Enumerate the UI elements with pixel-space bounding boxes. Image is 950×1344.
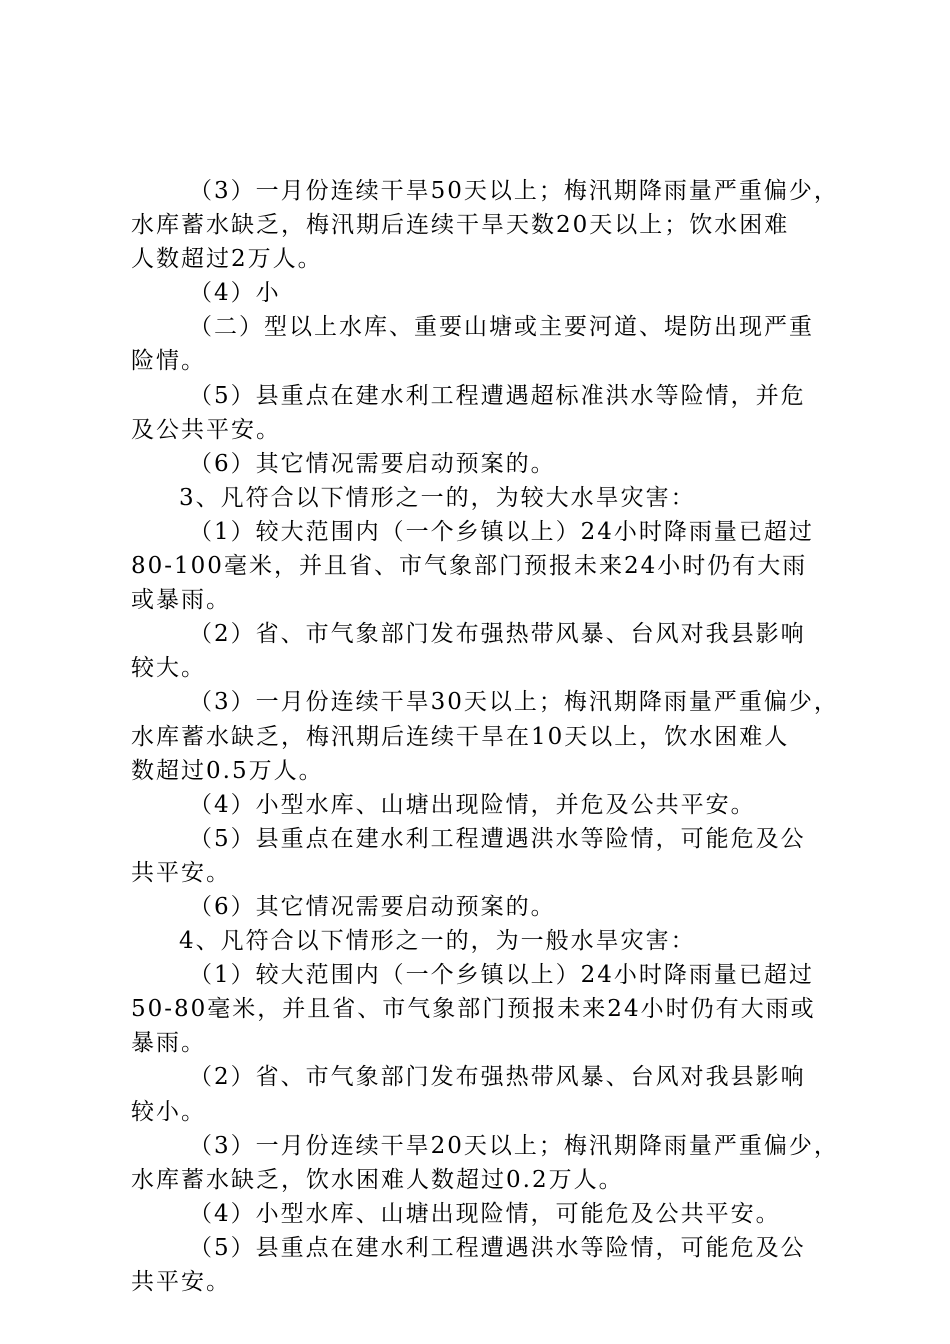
text-line: 暴雨。 <box>131 1030 206 1057</box>
text-line: 共平安。 <box>131 1269 231 1295</box>
section-heading-line: 4、凡符合以下情形之一的，为一般水旱灾害： <box>179 928 696 955</box>
text-line: 较大。 <box>131 655 206 682</box>
text-line: 80-100毫米，并且省、市气象部门预报未来24小时仍有大雨 <box>131 553 808 580</box>
text-line: （6）其它情况需要启动预案的。 <box>189 450 556 477</box>
text-line: 或暴雨。 <box>131 587 231 614</box>
text-line: （1）较大范围内（一个乡镇以上）24小时降雨量已超过 <box>189 962 814 989</box>
text-line: 水库蓄水缺乏，梅汛期后连续干旱天数20天以上；饮水困难 <box>131 212 790 239</box>
text-line: （4）小型水库、山塘出现险情，并危及公共平安。 <box>189 791 756 818</box>
text-line: 及公共平安。 <box>131 416 281 443</box>
text-line: （2）省、市气象部门发布强热带风暴、台风对我县影响 <box>189 1064 806 1091</box>
text-line: （二）型以上水库、重要山塘或主要河道、堤防出现严重 <box>189 314 814 341</box>
text-line: （5）县重点在建水利工程遭遇洪水等险情，可能危及公 <box>189 1234 806 1261</box>
text-line: （4）小型水库、山塘出现险情，可能危及公共平安。 <box>189 1200 781 1227</box>
text-line: （3）一月份连续干旱20天以上；梅汛期降雨量严重偏少， <box>189 1132 839 1159</box>
text-line: 50-80毫米，并且省、市气象部门预报未来24小时仍有大雨或 <box>131 996 816 1023</box>
text-line: （6）其它情况需要启动预案的。 <box>189 893 556 920</box>
text-line: （5）县重点在建水利工程遭遇超标准洪水等险情，并危 <box>189 382 806 409</box>
text-line: （3）一月份连续干旱30天以上；梅汛期降雨量严重偏少， <box>189 689 839 716</box>
text-line: 人数超过2万人。 <box>131 246 323 273</box>
text-line: （4）小 <box>189 280 281 307</box>
text-line: 共平安。 <box>131 859 231 886</box>
text-line: （5）县重点在建水利工程遭遇洪水等险情，可能危及公 <box>189 825 806 852</box>
text-line: 水库蓄水缺乏，梅汛期后连续干旱在10天以上，饮水困难人 <box>131 723 790 750</box>
text-line: 险情。 <box>131 348 206 375</box>
text-line: 水库蓄水缺乏，饮水困难人数超过0.2万人。 <box>131 1166 624 1193</box>
text-line: （3）一月份连续干旱50天以上；梅汛期降雨量严重偏少， <box>189 178 839 204</box>
text-line: 数超过0.5万人。 <box>131 757 324 784</box>
text-line: （2）省、市气象部门发布强热带风暴、台风对我县影响 <box>189 621 806 648</box>
text-line: 较小。 <box>131 1098 206 1125</box>
section-heading-line: 3、凡符合以下情形之一的，为较大水旱灾害： <box>179 484 696 511</box>
text-line: （1）较大范围内（一个乡镇以上）24小时降雨量已超过 <box>189 518 814 545</box>
document-body <box>131 174 839 1299</box>
